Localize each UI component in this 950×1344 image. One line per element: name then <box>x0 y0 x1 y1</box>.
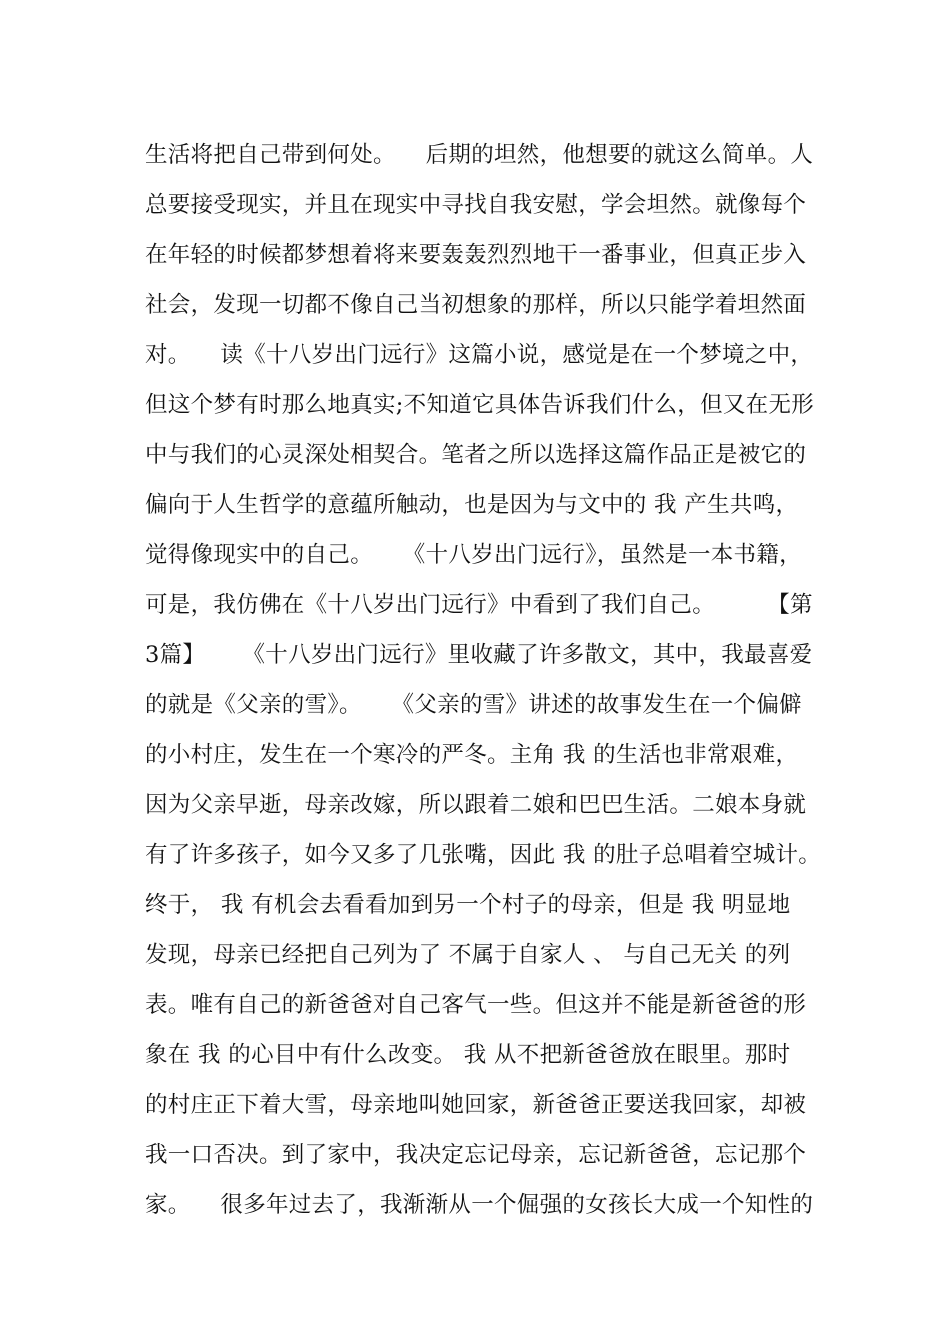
text-line: 中与我们的心灵深处相契合。笔者之所以选择这篇作品正是被它的 <box>145 442 807 468</box>
text-line: 因为父亲早逝，母亲改嫁，所以跟着二娘和巴巴生活。二娘本身就 <box>145 792 807 818</box>
text-line: 终于， 我 有机会去看看加到另一个村子的母亲，但是 我 明显地 <box>145 892 791 918</box>
text-line: 偏向于人生哲学的意蕴所触动，也是因为与文中的 我 产生共鸣， <box>145 492 799 518</box>
text-line: 的村庄正下着大雪，母亲地叫她回家，新爸爸正要送我回家，却被 <box>145 1092 807 1118</box>
body-text <box>145 130 822 1230</box>
text-line: 的就是《父亲的雪》。 《父亲的雪》讲述的故事发生在一个偏僻 <box>145 692 802 718</box>
text-line: 社会，发现一切都不像自己当初想象的那样，所以只能学着坦然面 <box>145 292 807 318</box>
text-line: 觉得像现实中的自己。 《十八岁出门远行》，虽然是一本书籍， <box>145 542 802 568</box>
text-line: 总要接受现实，并且在现实中寻找自我安慰，学会坦然。就像每个 <box>145 192 807 218</box>
text-line: 发现，母亲已经把自己列为了 不属于自家人 、 与自己无关 的列 <box>145 942 791 968</box>
text-line: 对。 读《十八岁出门远行》这篇小说，感觉是在一个梦境之中， <box>145 342 814 368</box>
text-line: 我一口否决。到了家中，我决定忘记母亲，忘记新爸爸，忘记那个 <box>145 1142 807 1168</box>
text-line: 有了许多孩子，如今又多了几张嘴，因此 我 的肚子总唱着空城计。 <box>145 842 822 868</box>
text-line: 表。唯有自己的新爸爸对自己客气一些。但这并不能是新爸爸的形 <box>145 992 807 1018</box>
text-line: 的小村庄，发生在一个寒冷的严冬。主角 我 的生活也非常艰难， <box>145 742 799 768</box>
text-line: 可是，我仿佛在《十八岁出门远行》中看到了我们自己。 【第 <box>145 592 813 618</box>
text-line: 生活将把自己带到何处。 后期的坦然，他想要的就这么简单。人 <box>145 142 814 168</box>
text-line: 象在 我 的心目中有什么改变。 我 从不把新爸爸放在眼里。那时 <box>145 1042 791 1068</box>
text-line: 在年轻的时候都梦想着将来要轰轰烈烈地干一番事业，但真正步入 <box>145 242 807 268</box>
text-line: 家。 很多年过去了，我渐渐从一个倔强的女孩长大成一个知性的 <box>145 1192 814 1218</box>
text-line: 3篇】 《十八岁出门远行》里收藏了许多散文，其中，我最喜爱 <box>145 642 813 668</box>
text-line: 但这个梦有时那么地真实;不知道它具体告诉我们什么，但又在无形 <box>145 392 815 418</box>
